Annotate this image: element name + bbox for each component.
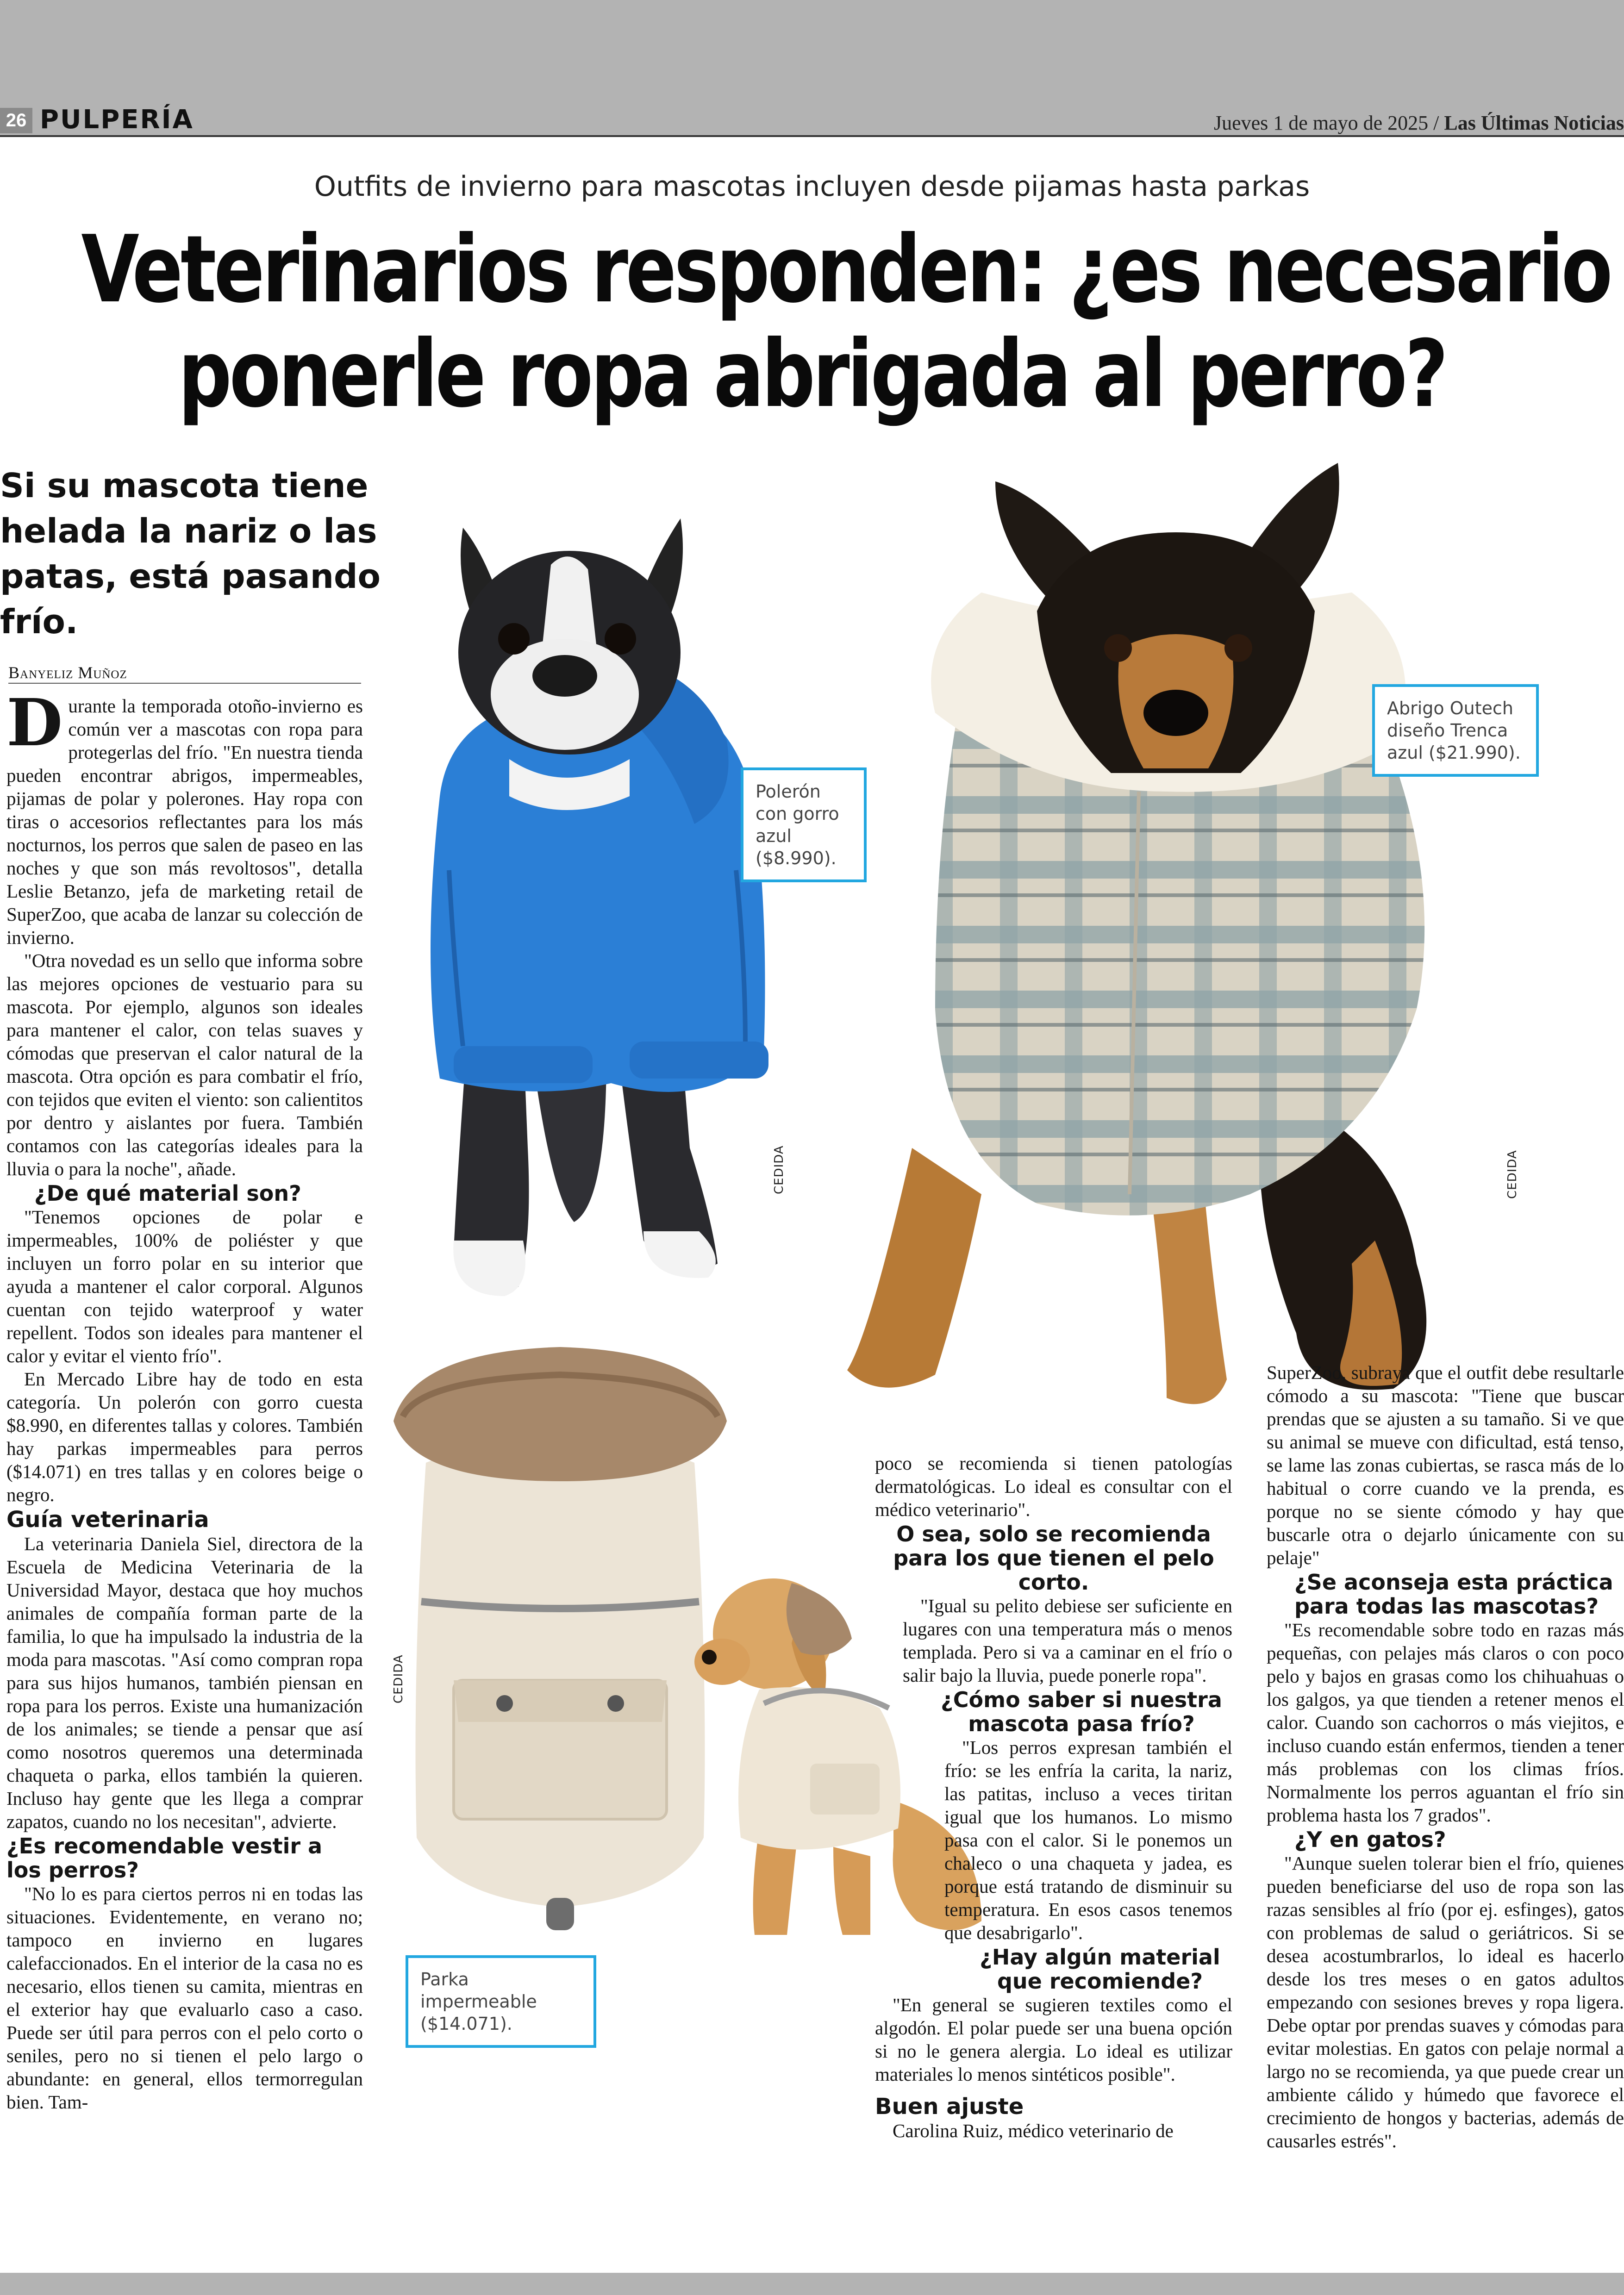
article-column-3: [1267, 1361, 1624, 2152]
bottom-margin-band: [0, 2273, 1624, 2295]
kicker: Outfits de invierno para mascotas incluyen desde pijamas hasta parkas: [314, 170, 1310, 203]
question-heading: ¿Es recomendable vestir a los perros?: [6, 1834, 323, 1883]
paragraph: "Otra novedad es un sello que informa sobre las mejores opciones de vestuario para su mascota. Por ejemplo, algunos son ideales para mantener el calor, con telas suaves y cómodas que preservan el calor natural de la mascota. Otra opción es para combatir el frío, con tejidos que eviten el viento: son calientitos por dentro y aislantes por fuera. También contamos con las categorías ideales para la lluvia o para la noche", añade.: [6, 950, 363, 1179]
paragraph: "Es recomendable sobre todo en razas más pequeñas, con pelajes más claros o con poco pelo y bajos en grasas como los chihuahuas o los galgos, ya que tienden a retener menos el calor. Cuando son cachorros o más viejitos, e incluso cuando están enfermos, tienden a tener más problemas con los climas fríos. Normalmente los perros aguantan el frío sin problema hasta los 7 grados".: [1267, 1619, 1624, 1826]
question-heading: O sea, solo se recomienda para los que tienen el pelo corto.: [893, 1522, 1214, 1595]
article-column-2: [875, 1452, 1232, 2142]
paragraph: La veterinaria Daniela Siel, directora de la Escuela de Medicina Veterinaria de la Universidad Mayor, destaca que hoy muchos animales de compañía forman parte de la familia, lo que ha impulsado la industria de la moda para mascotas. "Así como compran ropa para sus hijos humanos, también piensan en ropa para los perros. Existe una humanización de los animales; se tiende a pensar que así como nosotros queremos una determinada chaqueta o parka, ellos también la quieren. Incluso hay gente que les llega a comprar zapatos, cuando no los necesitan", advierte.: [6, 1533, 363, 1832]
photo-boston-terrier-hoodie: [412, 500, 829, 1319]
paragraph: poco se recomienda si tienen patologías dermatológicas. Lo ideal es consultar con el médico veterinario".: [875, 1453, 1232, 1520]
paragraph: "No lo es para ciertos perros ni en todas las situaciones. Evidentemente, en verano no; tampoco en invierno en lugares calefaccionados. En el interior de la casa no es necesario, ellos tienen su camita, mientras en el exterior hay que evaluarlo caso a caso. Puede ser útil para perros con el pelo corto o seniles, pero no si tienen el pelo largo o abundante: en general, ellos termorregulan bien. Tam-: [6, 1883, 363, 2113]
dateline-separator: /: [1433, 112, 1439, 134]
paragraph-text: urante la temporada otoño-invierno es común ver a mascotas con ropa para protegerlas del frío. "En nuestra tienda pueden encontrar abrigos, impermeables, pijamas de polar y polerones. Hay ropa con tiras o accesorios reflectantes para los más nocturnos, los perros que salen de paseo en las noches y que son más revoltosos", detalla Leslie Betanzo, jefa de marketing retail de SuperZoo, que acaba de lanzar su colección de invierno.: [6, 695, 363, 948]
article-column-1: [6, 685, 363, 2114]
question-heading: ¿Se aconseja esta práctica para todas las mascotas?: [1294, 1570, 1613, 1619]
header-rule: [0, 135, 1624, 137]
paragraph: "Tenemos opciones de polar e impermeables, 100% de poliéster y que incluyen un forro polar en su interior que ayuda a mantener el calor corporal. Algunos cuentan con tejido waterproof y water repellent. Todos son ideales para mantener el calor y evitar el viento frío".: [6, 1206, 363, 1366]
dateline: [1214, 111, 1624, 135]
photo-credit-2: CEDIDA: [1505, 1150, 1519, 1199]
headline: [81, 216, 1611, 428]
photo-credit-1: CEDIDA: [772, 1145, 786, 1194]
headline-line-1: Veterinarios responden: ¿es necesario: [81, 216, 1611, 324]
issue-date: Jueves 1 de mayo de 2025: [1213, 112, 1429, 134]
paragraph: "En general se sugieren textiles como el algodón. El polar puede ser una buena opción si no le genera alergia. Lo ideal es utilizar materiales lo menos sintéticos posible".: [875, 1994, 1232, 2085]
byline: Banyeliz Muñoz: [8, 663, 127, 682]
caption-hoodie: Polerón con gorro azul ($8.990).: [741, 767, 867, 882]
photo-pinscher-plaid-coat: [843, 454, 1514, 1435]
paragraph: [6, 685, 363, 949]
photo-beige-parka: [384, 1342, 736, 1953]
paragraph: "Igual su pelito debiese ser suficiente en lugares con una temperatura más o menos templada. Pero si va a caminar en el frío o salir bajo la lluvia, puede ponerle ropa".: [903, 1595, 1232, 1686]
photo-credit-3: CEDIDA: [392, 1654, 406, 1703]
question-heading: ¿Hay algún material que recomiende?: [980, 1945, 1220, 1994]
section-subheading: Buen ajuste: [875, 2094, 1024, 2120]
drop-cap: D: [6, 685, 63, 761]
paragraph: En Mercado Libre hay de todo en esta categoría. Un polerón con gorro cuesta $8.990, en diferentes tallas y colores. También hay parkas impermeables para perros ($14.071) en tres tallas y en colores beige o negro.: [6, 1368, 363, 1505]
byline-rule: [8, 683, 361, 684]
paragraph: SuperZoo, subraya que el outfit debe resultarle cómodo a su mascota: "Tiene que buscar prendas que se ajusten a su tamaño. Si ve que su animal se mueve con dificultad, está tenso, se lame las zonas cubiertas, se rasca más de lo habitual o corre cuando ve la prenda, es porque no se siente cómodo y hay que buscarle otra o dejarlo únicamente con su pelaje": [1267, 1362, 1624, 1568]
subheadline: Si su mascota tiene helada la nariz o las patas, está pasando frío.: [0, 466, 381, 641]
caption-parka: Parka impermeable ($14.071).: [406, 1955, 596, 2048]
question-heading: ¿De qué material son?: [34, 1181, 301, 1206]
caption-plaid-coat: Abrigo Outech diseño Trenca azul ($21.990).: [1372, 684, 1539, 777]
parka: [394, 1347, 727, 1930]
paragraph: "Los perros expresan también el frío: se les enfría la carita, la nariz, las patitas, incluso a veces tiritan igual que los humanos. Lo mismo pasa con el calor. Si le ponemos un chaleco o una chaqueta y jadea, es porque está tratando de disminuir su temperatura. En esos casos tenemos que desabrigarlo".: [944, 1737, 1232, 1943]
section-subheading: Guía veterinaria: [6, 1507, 209, 1533]
page-number: 26: [0, 108, 32, 133]
question-heading: ¿Y en gatos?: [1294, 1827, 1446, 1852]
question-heading: ¿Cómo saber si nuestra mascota pasa frío?: [941, 1687, 1222, 1736]
paragraph: Carolina Ruiz, médico veterinario de: [893, 2120, 1174, 2141]
headline-line-2: ponerle ropa abrigada al perro?: [178, 320, 1446, 428]
paragraph: "Aunque suelen tolerar bien el frío, quienes pueden beneficiarse del uso de ropa son las razas sensibles al frío (por ej. esfinges), gatos con problemas de salud o geriátricos. Si se desea acostumbrarlos, lo ideal es hacerlo desde los tres meses o en gatos adultos empezando con sesiones breves y ropa ligera. Debe optar por prendas suaves y cómodas para evitar molestias. En gatos con pelaje normal a largo no se recomienda, ya que puede crear un ambiente cálido y húmedo que favorece el crecimiento de hongos y bacterias, además de causarles estrés".: [1267, 1852, 1624, 2152]
section-name: PULPERÍA: [40, 105, 194, 135]
newspaper-name: Las Últimas Noticias: [1444, 112, 1624, 134]
